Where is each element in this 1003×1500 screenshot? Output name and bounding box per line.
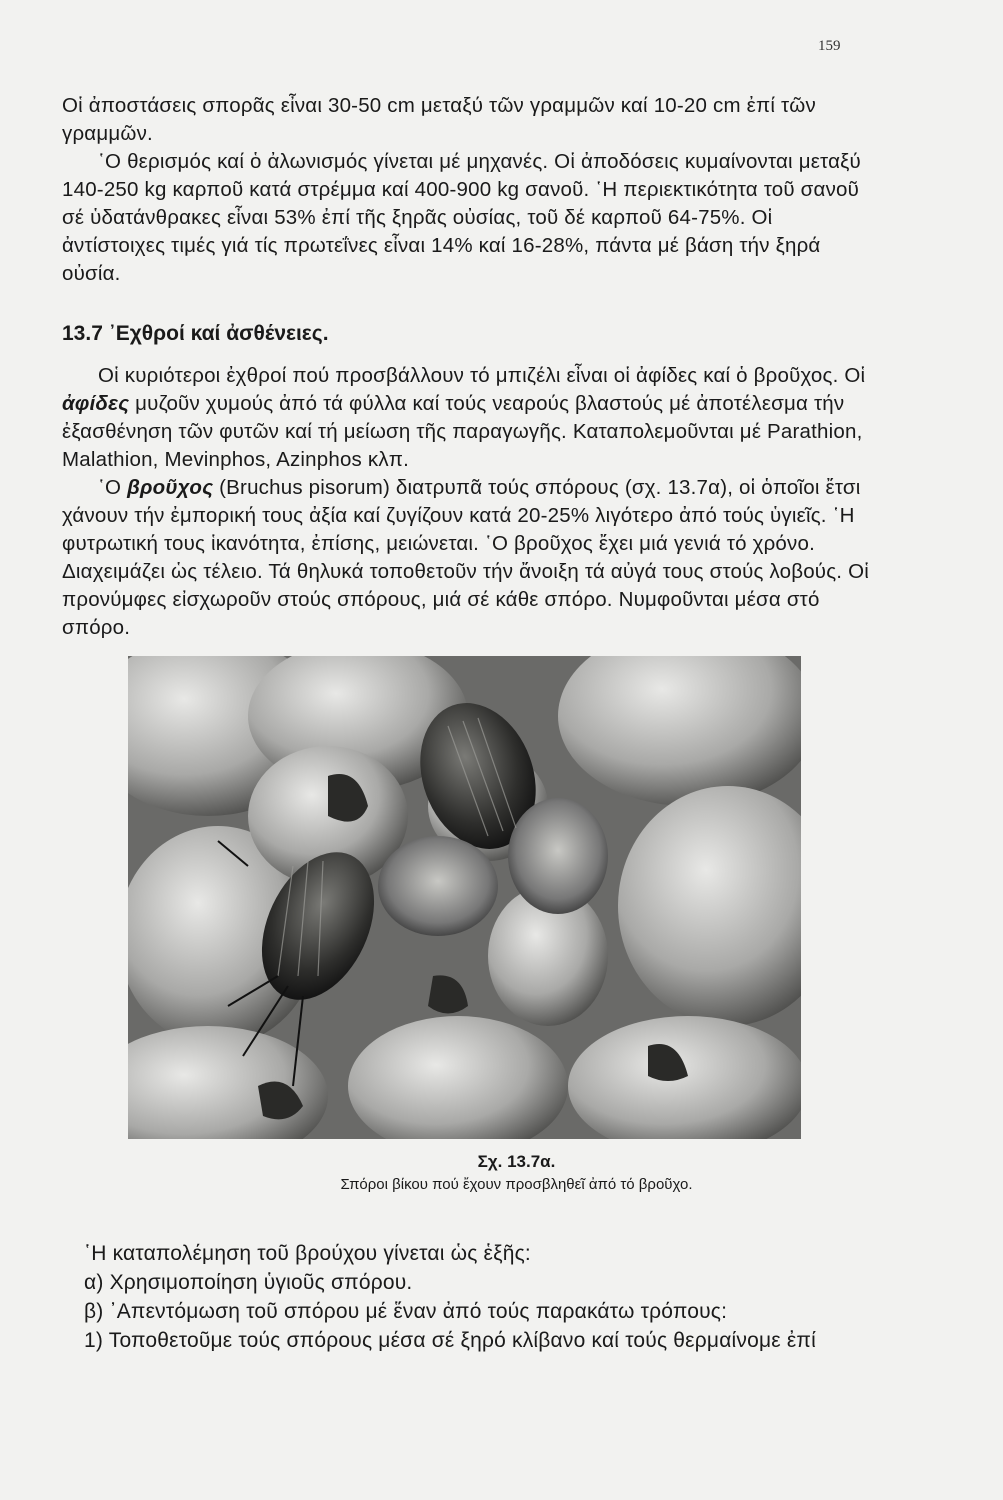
emphasis-aphids: ἀφίδες [62,392,130,415]
control-text [84,1240,894,1356]
harvest-paragraph: ῾Ο θερισμός καί ὁ ἀλωνισμός γίνεται μέ μηχανές. Οἱ ἀποδόσεις κυμαίνονται μεταξύ 140-250 kg καρποῦ κατά στρέμμα καί 400-900 kg σανοῦ. ῾Η περιεκτικότητα τοῦ σανοῦ σέ ὑδατάνθρακες εἶναι 53% ἐπί τῆς ξηρᾶς οὐσίας, τοῦ δέ καρποῦ 64-75%. Οἱ ἀντίστοιχες τιμές γιά τίς πρωτεΐνες εἶναι 14% καί 16-28%, πάντα μέ βάση τήν ξηρά οὐσία. [62,150,861,285]
emphasis-weevil: βροῦχος [127,476,214,499]
figure-number: Σχ. 13.7α. [477,1152,556,1171]
pests-paragraph-2: ῾Ο βροῦχος (Bruchus pisorum) διατρυπᾶ τούς σπόρους (σχ. 13.7α), οἱ ὁποῖοι ἔτσι χάνουν τήν ἐμπορική τους ἀξία καί ζυγίζουν κατά 20-25% λιγότερο ἀπό τούς ὑγιεῖς. ῾Η φυτρωτική τους ἱκανότητα, ἐπίσης, μειώνεται. ῾Ο βροῦχος ἔχει μιά γενιά τό χρόνο. Διαχειμάζει ὡς τέλειο. Τά θηλυκά τοποθετοῦν τήν ἄνοιξη τά αὐγά τους στούς λοβούς. Οἱ προνύμφες εἰσχωροῦν στούς σπόρους, μιά σέ κάθε σπόρο. Νυμφοῦνται μέσα στό σπόρο. [62,476,869,639]
pests-text [62,362,876,642]
spacing-paragraph: Οἱ ἀποστάσεις σπορᾶς εἶναι 30-50 cm μεταξύ τῶν γραμμῶν καί 10-20 cm ἐπί τῶν γραμμῶν. [62,94,816,145]
figure-caption: Σπόροι βίκου πού ἔχουν προσβληθεῖ ἀπό τό βροῦχο. [340,1176,693,1193]
control-item-1: 1) Τοποθετοῦμε τούς σπόρους μέσα σέ ξηρό κλίβανο καί τούς θερμαίνομε ἐπί [84,1329,816,1352]
control-item-b: β) ᾽Απεντόμωση τοῦ σπόρου μέ ἕναν ἀπό τούς παρακάτω τρόπους: [84,1300,728,1323]
pests-paragraph-1: Οἱ κυριότεροι ἐχθροί πού προσβάλλουν τό μπιζέλι εἶναι οἱ ἀφίδες καί ὁ βροῦχος. Οἱ ἀφίδες μυζοῦν χυμούς ἀπό τά φύλλα καί τούς νεαρούς βλαστούς μέ ἀποτέλεσμα τήν ἐξασθένηση τῶν φυτῶν καί τή μείωση τῆς παραγωγῆς. Καταπολεμοῦνται μέ Parathion, Malathion, Mevinphos, Azinphos κλπ. [62,364,866,471]
intro-text [62,92,876,288]
control-item-a: α) Χρησιμοποίηση ὑγιοῦς σπόρου. [84,1271,413,1294]
weevil-seeds-photo [128,656,801,1139]
figure-photo [128,656,801,1139]
section-heading: 13.7 ᾽Εχθροί καί ἀσθένειες. [62,322,329,345]
page-number: 159 [818,38,841,54]
control-intro: ῾Η καταπολέμηση τοῦ βρούχου γίνεται ὡς ἑξῆς: [84,1242,531,1265]
